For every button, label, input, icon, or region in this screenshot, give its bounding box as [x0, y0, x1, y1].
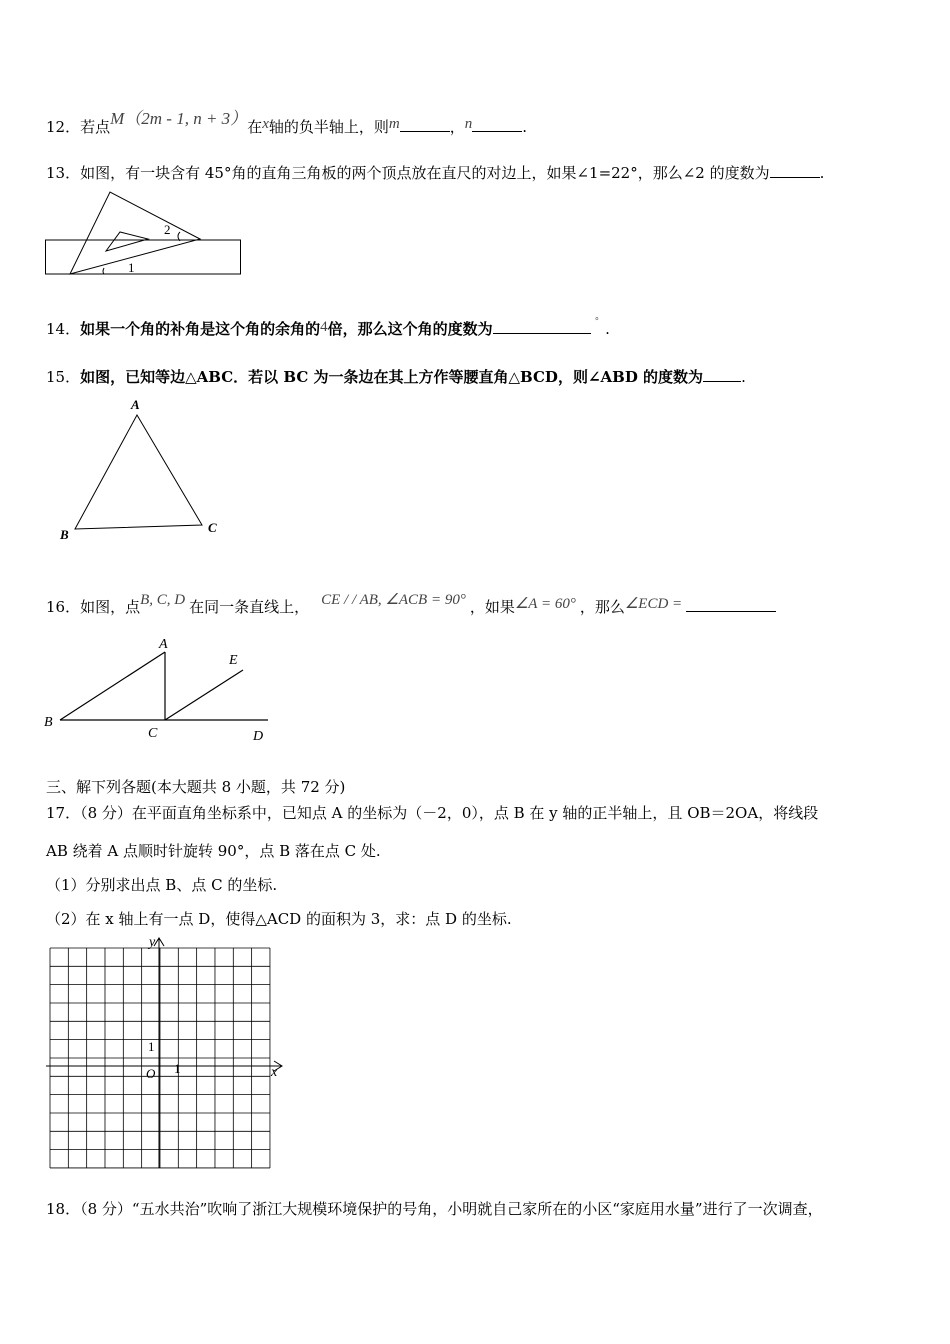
- x-unit-label: 1: [174, 1061, 181, 1076]
- q12-text-3: 轴的负半轴上，则: [268, 118, 389, 136]
- grid-lines: [50, 948, 270, 1168]
- point-e-label: E: [229, 653, 238, 668]
- set-square-inner: [106, 232, 148, 251]
- q12-point-expression: M（2m - 1, n + 3）: [110, 109, 248, 128]
- q12-m-answer-blank[interactable]: [400, 117, 450, 132]
- point-d-label: D: [253, 729, 264, 744]
- q16-line: [46, 592, 776, 617]
- q15-answer-blank[interactable]: [703, 367, 741, 382]
- angle-1-arc: [103, 268, 104, 274]
- q12-n-symbol: n: [464, 116, 473, 132]
- point-c-label: C: [148, 726, 158, 741]
- q16-figure: [40, 634, 280, 748]
- q12-end: .: [522, 118, 528, 136]
- q12-line: [46, 109, 528, 137]
- point-a-label: A: [159, 637, 168, 652]
- q14-line: [46, 318, 610, 339]
- q17-part-1: （1）分别求出点 B、点 C 的坐标.: [46, 876, 278, 894]
- set-square-outer: [70, 192, 200, 274]
- point-c-label: C: [208, 520, 217, 535]
- q16-condition: CE / / AB, ∠ACB = 90°: [321, 592, 466, 608]
- q12-m-symbol: m: [388, 116, 400, 132]
- q12-n-answer-blank[interactable]: [472, 117, 522, 132]
- q16-angle-ecd: ∠ECD =: [624, 596, 683, 612]
- q14-end: .: [605, 320, 610, 338]
- q15-text: 如图，已知等边△ABC．若以 BC 为一条边在其上方作等腰直角△BCD，则∠ABD 的度数为: [80, 368, 704, 386]
- q14-text-2: 倍，那么这个角的度数为: [327, 320, 493, 338]
- q16-angle-a: ∠A = 60°: [514, 596, 576, 612]
- q12-comma: ，: [449, 118, 465, 136]
- q17-line-1: 17．（8 分）在平面直角坐标系中，已知点 A 的坐标为（－2，0），点 B 在 y 轴的正半轴上，且 OB＝2OA，将线段: [46, 804, 819, 822]
- angle-1-label: 1: [128, 260, 135, 275]
- q13-text: 如图，有一块含有 45°角的直角三角板的两个顶点放在直尺的对边上，如果∠1=22°，那么∠2 的度数为: [80, 164, 770, 182]
- q16-text-1: 如图，点: [80, 598, 141, 616]
- x-axis-label: x: [271, 1065, 278, 1080]
- q16-text-3: ，如果: [469, 598, 515, 616]
- y-unit-label: 1: [148, 1039, 155, 1054]
- q14-text-1: 如果一个角的补角是这个角的余角的: [80, 320, 321, 338]
- q14-four: 4: [320, 319, 328, 335]
- q16-text-4: ，那么: [579, 598, 625, 616]
- q16-points: B, C, D: [140, 592, 186, 608]
- point-b-label: B: [60, 527, 69, 542]
- q12-x-symbol: x: [262, 116, 269, 132]
- q14-number: 14．: [46, 320, 81, 338]
- point-a-label: A: [131, 397, 140, 412]
- angle-2-label: 2: [164, 222, 171, 237]
- q15-end: .: [741, 368, 746, 386]
- segment-ba: [60, 652, 165, 720]
- q13-end: .: [819, 164, 825, 182]
- q17-part-2: （2）在 x 轴上有一点 D，使得△ACD 的面积为 3，求：点 D 的坐标.: [46, 910, 512, 928]
- q17-line-2: AB 绕着 A 点顺时针旋转 90°，点 B 落在点 C 处.: [46, 842, 381, 860]
- q15-number: 15．: [46, 368, 81, 386]
- q16-answer-blank[interactable]: [686, 597, 776, 612]
- origin-label: O: [146, 1066, 156, 1081]
- q14-answer-blank[interactable]: [493, 319, 591, 334]
- y-axis-label: y: [149, 935, 156, 950]
- q12-text-2: 在: [247, 118, 263, 136]
- q13-figure: [44, 188, 244, 280]
- q16-number: 16．: [46, 598, 81, 616]
- q17-coordinate-grid: [40, 930, 290, 1175]
- ruler: [46, 240, 241, 274]
- section-3-heading: 三、解下列各题(本大题共 8 小题，共 72 分): [46, 778, 346, 796]
- q13-line: [46, 162, 824, 183]
- q13-number: 13．: [46, 164, 81, 182]
- q14-degree: °: [594, 317, 600, 327]
- ray-ce: [165, 670, 243, 720]
- q18-line-1: 18．（8 分）“五水共治”吹响了浙江大规模环境保护的号角，小明就自己家所在的小区“家庭用水量”进行了一次调查，: [46, 1200, 823, 1218]
- q13-answer-blank[interactable]: [770, 163, 820, 178]
- triangle-abc: [75, 415, 202, 529]
- q12-number: 12．: [46, 118, 81, 136]
- q15-figure: [52, 394, 232, 544]
- q12-text-1: 若点: [80, 118, 111, 136]
- point-b-label: B: [44, 715, 53, 730]
- q16-text-2: 在同一条直线上，: [189, 598, 310, 616]
- q15-line: [46, 366, 746, 387]
